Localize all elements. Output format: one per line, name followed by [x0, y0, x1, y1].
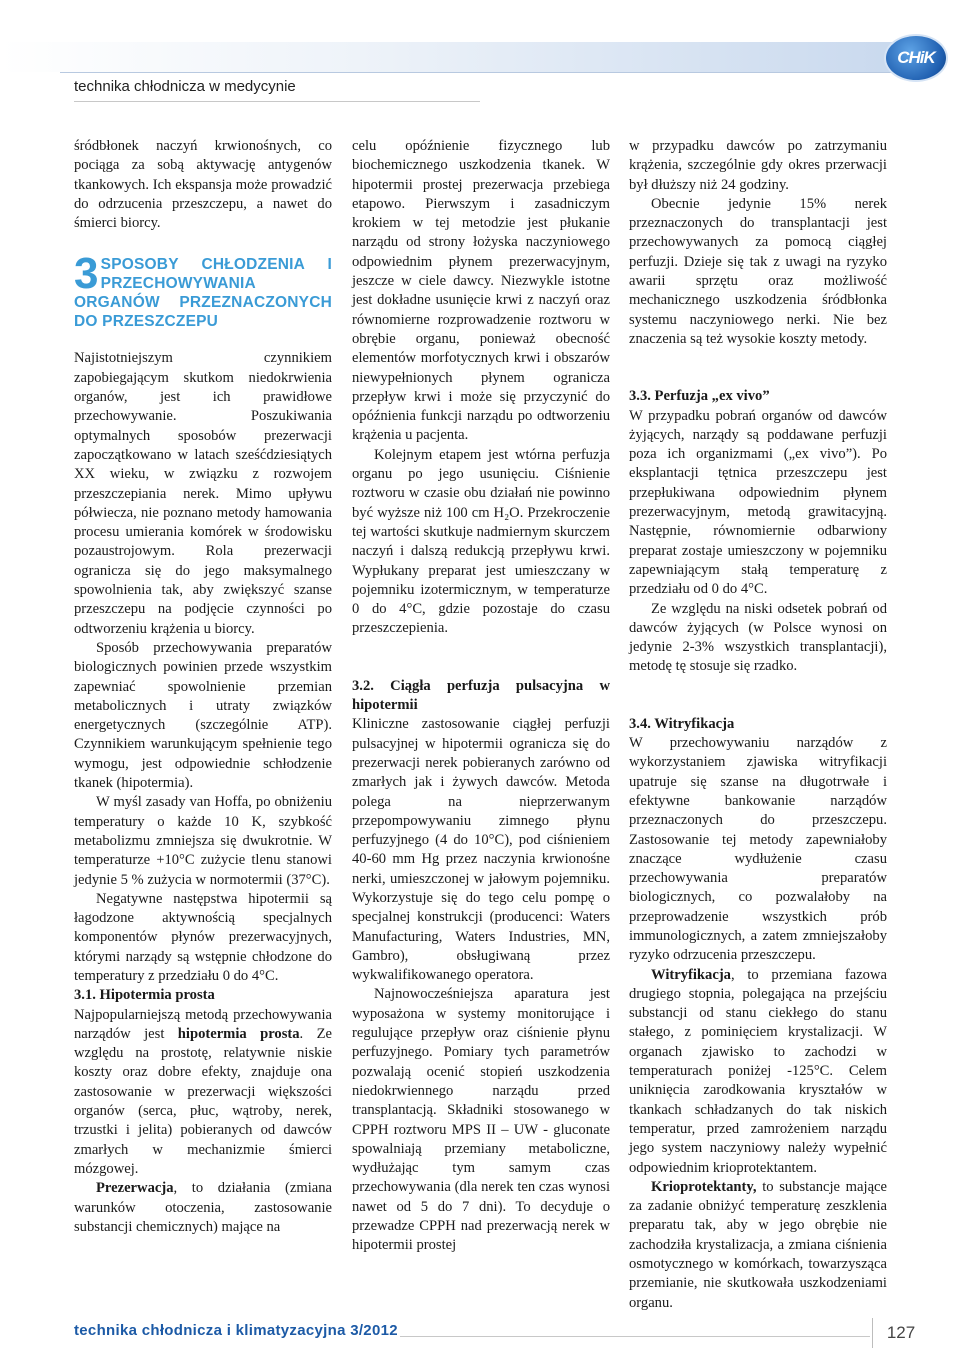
header-band-line — [60, 72, 920, 73]
paragraph: Kolejnym etapem jest wtórna perfuzja organu po jego usunięciu. Ciśnienie roztworu w czasie obu działań nie powinno być wyższe niż 100 cm H₂O. Przekroczenie tej wartości skutkuje nadmiernym skurczem naczyń i dalszą redukcją przepływu krwi. Wypłukany preparat jest umieszczany w pojemniku izotermicznym, w temperaturze 0 do 4°C, gdzie pozostaje do czasu przeszczepienia. — [352, 446, 610, 637]
section-heading — [74, 249, 332, 331]
paragraph: Kliniczne zastosowanie ciągłej perfuzji pulsacyjnej w hipotermii ogranicza się do prezerwacji nerek pobieranych zarówno od zmarłych jak i żywych dawców. Metoda polega na nieprzerwanym przepompowywaniu zimnego płynu perfuzyjnego (4 do 10°C), pod ciśnieniem 40-60 mm Hg przez naczynia krwionośne nerki, umieszczonej w jałowym pojemniku. Wykorzystuje się do tego celu pompę o specjalnej konstrukcji (producenci: Waters Manufacturing, Waters Industries, MN, Gambro), obsługiwaną przez wykwalifikowanego operatora. — [352, 716, 610, 984]
paragraph: w przypadku dawców po zatrzymaniu krążenia, szczególnie gdy okres przerwacji był dłuższy niż 24 godziny. — [629, 138, 887, 193]
bold-term: Krioprotektanty, — [651, 1178, 757, 1195]
paragraph: celu opóźnienie fizycznego lub biochemicznego uszkodzenia tkanek. W hipotermii prostej prezerwacja przebiega etapowo. Pierwszym i zasadniczym krokiem w tej metodzie jest płukanie narządu od strony łożyska naczyniowego odpowiednim płynem prezerwacyjnym, jeszcze w ciele dawcy. Niezwykle istotne jest dokładne usunięcie krwi z naczyń oraz równomierne rozprowadzenie roztworu w obrębie organu, ponieważ obecność elementów morfotycznych krwi i obszarów niewypełnionych płynem ogranicza przepływ krwi i może się przyczynić do opóźnienia funkcji narządu po odtworzeniu krążenia u pacjenta. — [352, 138, 610, 444]
subsection-heading: 3.2. Ciągła perfuzja pulsacyjna w hipotermii — [352, 677, 610, 714]
paragraph: W przypadku pobrań organów od dawców żyjących, narządy są poddawane perfuzji poza ich organizmami („ex vivo”). Po eksplantacji tętnica przeszczepu jest przepłukiwana odpowiednim płynem prezerwacyjnym, metodą grawitacyjną. Następnie, równomiernie odbarwiony preparat zostaje umieszczony w pojemniku zapewniającym stałą temperaturę z przedziału od 0 do 4°C. — [629, 407, 887, 598]
footer-journal-title: technika chłodnicza i klimatyzacyjna 3/2012 — [74, 1322, 398, 1339]
paragraph — [74, 1006, 332, 1180]
column-1 — [74, 137, 332, 1237]
subsection-heading: 3.1. Hipotermia prosta — [74, 987, 215, 1004]
paragraph: W myśl zasady van Hoffa, po obniżeniu temperatury o każde 10 K, szybkość metabolizmu zmniejsza się dwukrotnie. W temperaturze +10°C zużycie tlenu stanowi jedynie 5 % zużycia w normotermii (37°C). — [74, 794, 332, 888]
header-rule — [74, 101, 480, 102]
paragraph: Sposób przechowywania preparatów biologicznych powinien przede wszystkim zapewniać spowolnienie przemian metabolicznych i utraty związków energetycznych (szczególnie ATP). Czynnikiem warunkującym spełnienie tego wymogu, jest odpowiednie schłodzenie tkanek (hipotermia). — [74, 639, 332, 792]
footer-rule — [400, 1336, 870, 1337]
bold-term: Prezerwacja — [96, 1180, 174, 1197]
text-run: , to przemiana fazowa drugiego stopnia, polegająca na przejściu substancji od stanu ciekłego do stanu stałego, z pominięciem krystalizacji. W organach zjawisko to zachodzi w temperaturach poniżej -125°C. Celem uniknięcia zarodkowania kryształów w tkankach schładzanych do tak niskich temperatur, przed zamrożeniem narządu jego system naczyniowy należy wypełnić odpowiednim krioprotektantem. — [629, 966, 887, 1176]
journal-logo — [886, 36, 946, 80]
page-number: 127 — [872, 1318, 929, 1348]
text-run: to substancje mające za zadanie obniżyć temperaturę zeszklenia preparatu tak, aby w jego obrębie nie zachodziła krystalizacja, a zmiana ciśnienia osmotycznego w komórkach, towarzysząca przemianie, nie skutkowała uszkodzeniami organu. — [629, 1178, 887, 1311]
section-title: SPOSOBY CHŁODZENIA I PRZECHOWYWANIA ORGANÓW PRZEZNACZONYCH DO PRZESZCZEPU — [74, 256, 332, 331]
bold-term: hipotermia prosta — [177, 1025, 300, 1042]
column-3 — [629, 137, 887, 1313]
paragraph: Ze względu na niski odsetek pobrań od dawców żyjących (w Polsce wynosi on jedynie 2-3% wszystkich transplantacji), metodę tę stosuje się rzadko. — [629, 600, 887, 675]
subsection-heading: 3.3. Perfuzja „ex vivo” — [629, 388, 770, 405]
running-head: technika chłodnicza w medycynie — [74, 78, 296, 95]
paragraph: śródbłonek naczyń krwionośnych, co pociąga za sobą aktywację antygenów tkankowych. Ich ekspansja może prowadzić do odrzucenia przeszczepu, a nawet do śmierci biorcy. — [74, 138, 332, 232]
header-gradient-strip — [0, 42, 900, 72]
paragraph — [629, 1178, 887, 1313]
text-run: Najpopularniejszą metodą przechowywania narządów jest — [74, 1006, 332, 1042]
paragraph — [629, 966, 887, 1178]
paragraph: W przechowywaniu narządów z wykorzystaniem zjawiska witryfikacji upatruje się szanse na długotrwałe i efektywne bankowanie narządów przeznaczonych do przeszczepu. Zastosowanie tej metody zapewniałoby znaczące wydłużenie czasu przechowywania preparatów biologicznych, co pozwalałoby na przeprowadzenie wszystkich prób immunologicznych, a zatem zmniejszałoby ryzyko odrzucenia przeszczepu. — [629, 735, 887, 964]
section-number: 3 — [74, 249, 99, 299]
paragraph: Najistotniejszym czynnikiem zapobiegającym skutkom niedokrwienia organów, jest ich prawidłowe przechowywanie. Poszukiwania optymalnych sposobów prezerwacji zapoczątkowano w latach sześćdziesiątych XX wieku, w związku z rozwojem przeszczepiania nerek. Mimo upływu półwiecza, nie poznano metody hamowania procesu umierania komórek w środowisku pozaustrojowym. Rola prezerwacji ogranicza się do jego maksymalnego spowolnienia tak, aby zwiększyć szanse przeszczepu na podjęcie czynności po odtworzeniu krążenia u biorcy. — [74, 350, 332, 637]
paragraph: Obecnie jedynie 15% nerek przeznaczonych do transplantacji jest przechowywanych za pomocą ciągłej perfuzji. Dzieje się tak z uwagi na ryzyko awarii sprzętu oraz możliwość mechanicznego uszkodzenia śródbłonka systemu naczyniowego nerki. Nie bez znaczenia są też wysokie koszty metody. — [629, 195, 887, 347]
journal-logo-text: CHiK — [897, 48, 935, 67]
paragraph: Negatywne następstwa hipotermii są łagodzone aktywnością specjalnych komponentów płynów prezerwacyjnych, którymi narządy są wstępnie chłodzone do temperatury z przedziału 0 do 4°C. — [74, 890, 332, 984]
paragraph — [74, 1179, 332, 1237]
text-run: . Ze względu na prostotę, relatywnie niskie koszty oraz dobre efekty, znajduje ona zastosowanie w prezerwacji większości organów (serca, płuc, wątroby, nerek, trzustki i jelita) pobieranych od dawców zmarłych w mechanizmie śmierci mózgowej. — [74, 1025, 332, 1177]
subsection-heading: 3.4. Witryfikacja — [629, 715, 735, 732]
column-2 — [352, 137, 610, 1256]
header-band — [0, 42, 960, 72]
bold-term: Witryfikacja — [651, 966, 731, 983]
paragraph: Najnowocześniejsza aparatura jest wyposażona w systemy monitorujące i regulujące przepływ oraz ciśnienie płynu perfuzyjnego. Pomiary tych parametrów pozwalają ocenić stopień uszkodzenia niedokrwiennego narządu przed transplantacją. Składniki stosowanego w CPPH roztworu MPS II – UW - gluconate spowalniają przemiany metaboliczne, wydłużając tym samym czas przechowywania (dla nerek ten czas wynosi nawet od 5 do 7 dni). To decyduje o przewadze CPPH nad prezerwacją nerek w hipotermii prostej — [352, 986, 610, 1254]
text-run: , to działania (zmiana warunków otoczenia, zastosowanie substancji chemicznych) mające na — [74, 1180, 332, 1235]
